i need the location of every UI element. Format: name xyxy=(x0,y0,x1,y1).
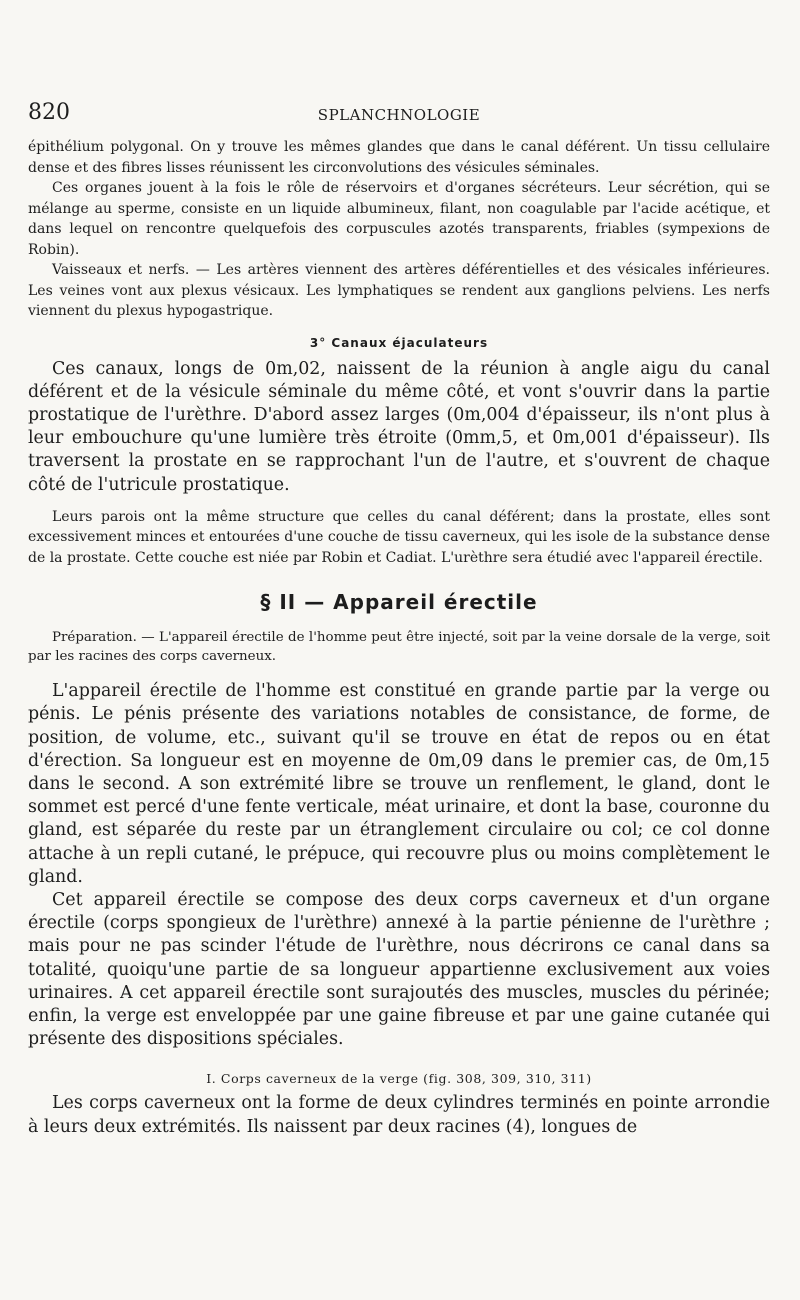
page-number: 820 xyxy=(28,100,70,125)
page-header xyxy=(28,100,770,126)
paragraph-epithelium: épithélium polygonal. On y trouve les mêmes glandes que dans le canal déférent. Un tissu cellulaire dense et des fibres lisses réunissent les circonvolutions des vésicules séminales. xyxy=(28,139,770,176)
heading-canaux-ejaculateurs: 3° Canaux éjaculateurs xyxy=(309,335,489,350)
paragraph-secretion: Ces organes jouent à la fois le rôle de réservoirs et d'organes sécréteurs. Leur sécrétion, qui se mélange au sperme, consiste en un liquide albumineux, filant, non coagulable par l'acide acétique, et dans lequel on rencontre quelquefois des corpuscules azotés transparents, friables (sympexions de Robin). xyxy=(28,180,770,258)
paragraph-corps-caverneux: Les corps caverneux ont la forme de deux cylindres terminés en pointe arrondie à leurs deux extrémités. Ils naissent par deux racines (4), longues de xyxy=(28,1093,770,1137)
heading-appareil-erectile: § II — Appareil érectile xyxy=(260,590,538,615)
paragraph-parois: Leurs parois ont la même structure que celles du canal déférent; dans la prostate, elles sont excessivement minces et entourées d'une couche de tissu caverneux, qui les isole de la substance dense de la prostate. Cette couche est niée par Robin et Cadiat. L'urèthre sera étudié avec l'appareil érectile. xyxy=(28,508,770,566)
paragraph-preparation: Préparation. — L'appareil érectile de l'homme peut être injecté, soit par la veine dorsale de la verge, soit par les racines des corps caverneux. xyxy=(28,630,770,665)
paragraph-appareil-erectile: L'appareil érectile de l'homme est constitué en grande partie par la verge ou pénis. Le pénis présente des variations notables de consistance, de forme, de position, de volume, etc., suivant qu'il se trouve en état de repos ou en état d'érection. Sa longueur est en moyenne de 0m,09 dans le premier cas, de 0m,15 dans le second. A son extrémité libre se trouve un renflement, le gland, dont le sommet est percé d'une fente verticale, méat urinaire, et dont la base, couronne du gland, est séparée du reste par un étranglement circulaire ou col; ce col donne attache à un repli cutané, le prépuce, qui recouvre plus ou moins complètement le gland. xyxy=(28,681,770,887)
page-body xyxy=(28,137,770,1139)
paragraph-vaisseaux-nerfs: Vaisseaux et nerfs. — Les artères viennent des artères déférentielles et des vésicales inférieures. Les veines vont aux plexus vésicaux. Les lymphatiques se rendent aux ganglions pelviens. Les nerfs viennent du plexus hypogastrique. xyxy=(28,262,770,319)
paragraph-canaux: Ces canaux, longs de 0m,02, naissent de la réunion à angle aigu du canal déférent et de la vésicule séminale du même côté, et vont s'ouvrir dans la partie prostatique de l'urèthre. D'abord assez larges (0m,004 d'épaisseur, ils n'ont plus à leur embouchure qu'une lumière très étroite (0mm,5, et 0m,001 d'épaisseur). Ils traversent la prostate en se rapprochant l'un de l'autre, et s'ouvrent de chaque côté de l'utricule prostatique. xyxy=(28,358,770,495)
heading-corps-caverneux: I. Corps caverneux de la verge (fig. 308, 309, 310, 311) xyxy=(206,1071,592,1087)
running-title: SPLANCHNOLOGIE xyxy=(317,106,481,124)
paragraph-composition: Cet appareil érectile se compose des deux corps caverneux et d'un organe érectile (corps spongieux de l'urèthre) annexé à la partie pénienne de l'urèthre ; mais pour ne pas scinder l'étude de l'urèthre, nous décrirons ce canal dans sa totalité, quoiqu'une partie de sa longueur appartienne exclusivement aux voies urinaires. A cet appareil érectile sont surajoutés des muscles, muscles du périnée; enfin, la verge est enveloppée par une gaine fibreuse et par une gaine cutanée qui présente des dispositions spéciales. xyxy=(28,890,770,1050)
